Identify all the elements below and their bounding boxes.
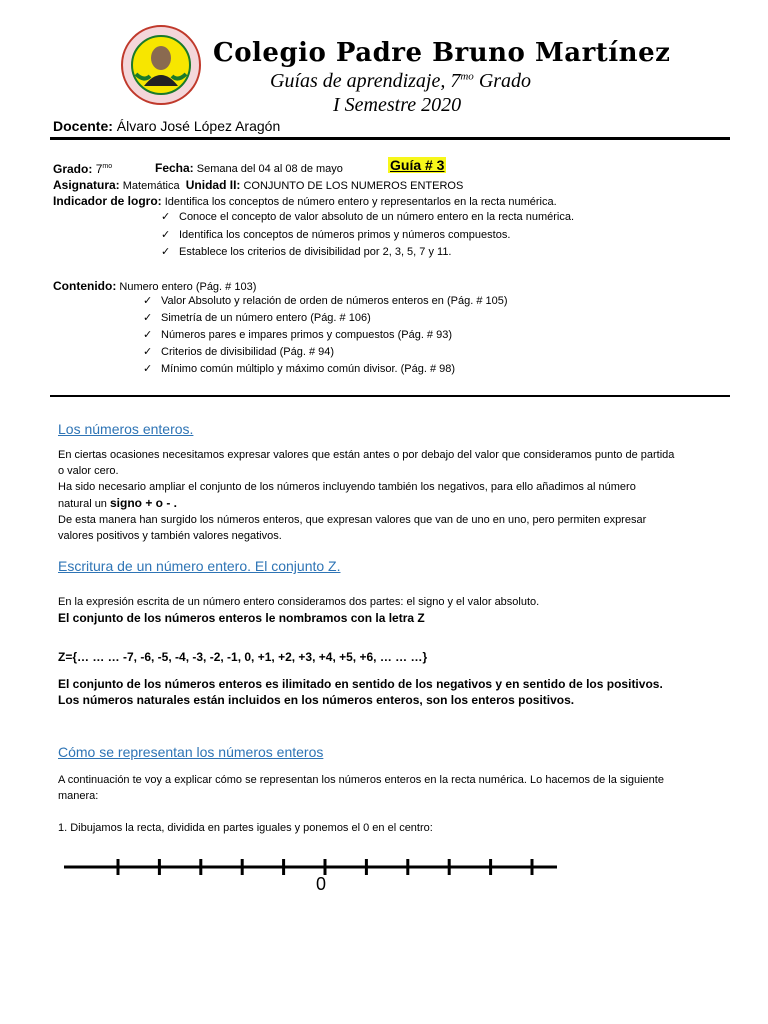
number-line xyxy=(0,850,600,900)
indicador-item: ✓ Establece los criterios de divisibilidad por 2, 3, 5, 7 y 11. xyxy=(161,246,452,258)
paragraph: 1. Dibujamos la recta, dividida en partes iguales y ponemos el 0 en el centro: xyxy=(58,822,433,834)
school-name: Colegio Padre Bruno Martínez xyxy=(213,38,671,68)
paragraph: Los números naturales están incluidos en los números enteros, son los enteros positivos. xyxy=(58,693,575,707)
section-title: Cómo se representan los números enteros xyxy=(58,744,324,760)
indicador-item: ✓ Conoce el concepto de valor absoluto de un número entero en la recta numérica. xyxy=(161,211,575,223)
contenido-item: ✓ Valor Absoluto y relación de orden de números enteros en (Pág. # 105) xyxy=(143,295,508,307)
contenido-item: ✓ Simetría de un número entero (Pág. # 106) xyxy=(143,312,371,324)
paragraph: El conjunto de los números enteros es ilimitado en sentido de los negativos y en sentido de los positivos. xyxy=(58,677,663,691)
school-logo xyxy=(120,24,202,106)
zero-label: 0 xyxy=(316,874,327,894)
paragraph: En la expresión escrita de un número entero consideramos dos partes: el signo y el valor absoluto. xyxy=(58,596,540,608)
contenido-item: ✓ Criterios de divisibilidad (Pág. # 94) xyxy=(143,346,335,358)
section-title: Los números enteros. xyxy=(58,421,194,437)
paragraph: El conjunto de los números enteros le nombramos con la letra Z xyxy=(58,611,425,625)
grado: Grado: $7^{mo}$ xyxy=(53,162,113,176)
divider xyxy=(50,395,730,397)
contenido-item: ✓ Números pares e impares primos y compuestos (Pág. # 93) xyxy=(143,329,453,341)
fecha: Fecha: Semana del 04 al 08 de mayo xyxy=(155,161,343,175)
semester: I Semestre 2020 xyxy=(333,94,462,116)
indicador: Indicador de logro: Identifica los conceptos de número entero y representarlos en la recta numérica. xyxy=(53,194,557,208)
set-z: Z={… … … -7, -6, -5, -4, -3, -2, -1, 0, +1, +2, +3, +4, +5, +6, … … …} xyxy=(58,650,428,664)
contenido: Contenido: Numero entero (Pág. # 103) xyxy=(53,279,257,293)
guide-subtitle: Guías de aprendizaje, $7^{mo}$ Grado xyxy=(270,70,532,92)
paragraph: manera: xyxy=(58,790,99,802)
guia-number: Guía # 3 xyxy=(390,157,445,173)
contenido-item: ✓ Mínimo común múltiplo y máximo común divisor. (Pág. # 98) xyxy=(143,363,456,375)
section-paragraph: En ciertas ocasiones necesitamos expresar valores que están antes o por debajo del valor que consideramos punto de partida o valor cero. Ha sido necesario ampliar el conjunto de los números incluyendo también los negativos, para ello añadimos al número natural un signo + o - . De esta manera han surgido los números enteros, que expresan valores que van de uno en uno, pero permiten expresar valores positivos y también valores negativos. xyxy=(58,449,675,542)
divider xyxy=(50,137,730,140)
asignatura: Asignatura: Matemática Unidad II: CONJUNTO DE LOS NUMEROS ENTEROS xyxy=(53,178,464,192)
teacher: Docente: Álvaro José López Aragón xyxy=(53,118,281,134)
paragraph: A continuación te voy a explicar cómo se representan los números enteros en la recta numérica. Lo hacemos de la siguiente xyxy=(58,774,664,786)
section-title: Escritura de un número entero. El conjunto Z. xyxy=(58,558,341,574)
indicador-item: ✓ Identifica los conceptos de números primos y números compuestos. xyxy=(161,229,511,241)
